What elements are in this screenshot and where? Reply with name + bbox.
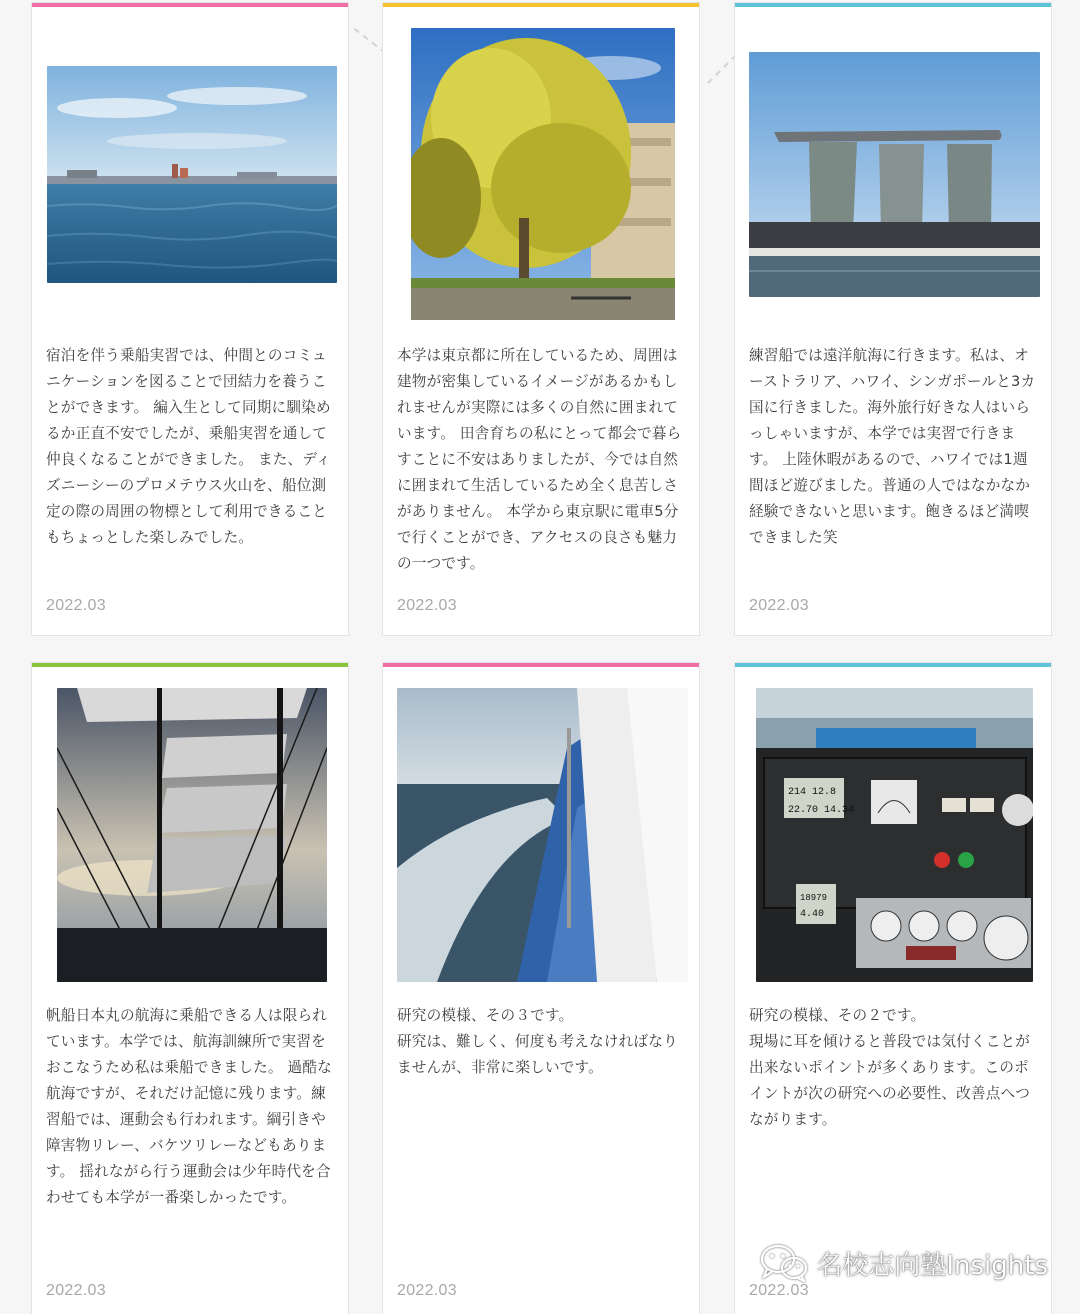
card-date: 2022.03 — [397, 597, 457, 614]
panel-readout-bottom-2: 4.40 — [800, 909, 825, 920]
card-accent-bar — [383, 3, 699, 7]
bridge-control-panel-photo[interactable] — [756, 688, 1033, 982]
panel-readout-top: 214 12.8 — [788, 787, 837, 798]
card-accent-bar — [735, 663, 1051, 667]
dashed-connector — [707, 54, 737, 84]
card-date: 2022.03 — [397, 1282, 457, 1299]
news-card[interactable] — [382, 662, 700, 1314]
card-date: 2022.03 — [46, 1282, 106, 1299]
card-description: 練習船では遠洋航海に行きます。私は、オーストラリア、ハワイ、シンガポールと3カ国に行きました。海外旅行好きな人はいらっしゃいますが、本学では実習で行きます。 上陸休暇があるので、ハワイでは1週間ほど遊びました。普通の人ではなかなか経験できないと思います。飽きるほど満喫できました笑 — [749, 347, 1036, 546]
watermark-text: 名校志向塾Insights — [816, 1250, 1048, 1281]
card-description: 宿泊を伴う乗船実習では、仲間とのコミュニケーションを図ることで団結力を養うことができます。 編入生として同期に馴染めるか正直不安でしたが、乗船実習を通して仲良くなることができました。 また、ディズニーシーのプロメテウス火山を、船位測定の際の周囲の物標として利用できることもちょっとした楽しみでした。 — [46, 347, 331, 546]
watermark — [760, 1244, 1048, 1282]
card-date: 2022.03 — [46, 597, 106, 614]
card-description: 研究の模様、その２です。 現場に耳を傾けると普段では気付くことが出来ないポイントが多くあります。このポイントが次の研究への必要性、改善点へつながります。 — [749, 1007, 1031, 1128]
news-card[interactable] — [734, 662, 1052, 1314]
news-card[interactable] — [382, 2, 700, 636]
card-date: 2022.03 — [749, 597, 809, 614]
panel-readout-bottom-1: 18979 — [800, 893, 828, 903]
panel-readout-mid: 22.70 14.34 — [788, 805, 855, 816]
boat-wake-photo[interactable] — [397, 688, 688, 982]
wechat-icon — [760, 1244, 808, 1282]
news-card[interactable] — [31, 2, 349, 636]
card-accent-bar — [383, 663, 699, 667]
sea-horizon-photo[interactable] — [47, 66, 337, 283]
news-card[interactable] — [734, 2, 1052, 636]
card-date: 2022.03 — [749, 1282, 809, 1299]
card-description: 本学は東京都に所在しているため、周囲は建物が密集しているイメージがあるかもしれませんが実際には多くの自然に囲まれています。 田舎育ちの私にとって都会で暮らすことに不安はありましたが、今では自然に囲まれて生活しているため全く息苦しさがありません。 本学から東京駅に電車5分で行くことができ、アクセスの良さも魅力の一つです。 — [397, 347, 682, 572]
card-description: 帆船日本丸の航海に乗船できる人は限られています。本学では、航海訓練所で実習をおこなうため私は乗船できました。 過酷な航海ですが、それだけ記憶に残ります。練習船では、運動会も行われます。綱引きや障害物リレー、バケツリレーなどもあります。 揺れながら行う運動会は少年時代を合わせても本学が一番楽しかったです。 — [46, 1007, 332, 1206]
marina-bay-sands-photo[interactable] — [749, 52, 1040, 297]
card-accent-bar — [735, 3, 1051, 7]
news-card[interactable] — [31, 662, 349, 1314]
card-accent-bar — [32, 663, 348, 667]
sailing-ship-rigging-photo[interactable] — [57, 688, 327, 982]
card-description: 研究の模様、その３です。 研究は、難しく、何度も考えなければなりませんが、非常に楽しいです。 — [397, 1007, 678, 1076]
ginkgo-tree-campus-photo[interactable] — [411, 28, 675, 320]
card-accent-bar — [32, 3, 348, 7]
